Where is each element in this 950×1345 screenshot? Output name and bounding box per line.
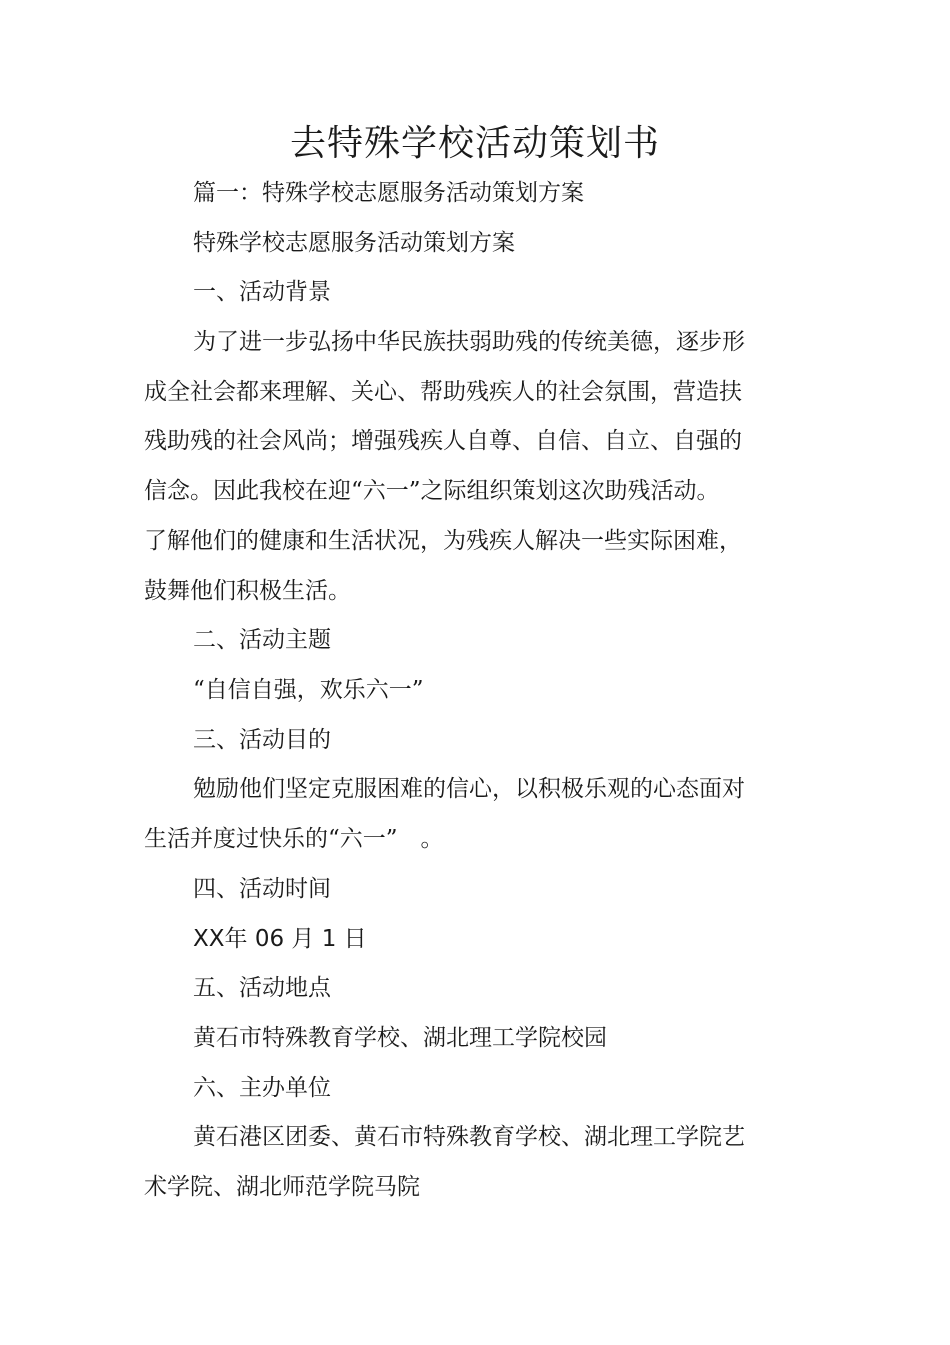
section-heading-location: 五、活动地点 (193, 975, 331, 1001)
section-heading-theme: 二、活动主题 (193, 627, 331, 653)
paragraph-line: 信念。因此我校在迎“六一”之际组织策划这次助残活动。 (144, 478, 720, 504)
paragraph-line: 为了进一步弘扬中华民族扶弱助残的传统美德，逐步形 (193, 329, 745, 355)
section-heading-organizers: 六、主办单位 (193, 1075, 331, 1101)
plan-title: 特殊学校志愿服务活动策划方案 (193, 230, 515, 256)
paragraph-line: 术学院、湖北师范学院马院 (144, 1174, 420, 1200)
section-heading-time: 四、活动时间 (193, 876, 331, 902)
paragraph-line: 成全社会都来理解、关心、帮助残疾人的社会氛围，营造扶 (144, 379, 742, 405)
paragraph-line: 残助残的社会风尚；增强残疾人自尊、自信、自立、自强的 (144, 428, 742, 454)
activity-date: XX年 06 月 1 日 (193, 926, 367, 952)
paragraph-line: 勉励他们坚定克服困难的信心，以积极乐观的心态面对 (193, 776, 745, 802)
paragraph-line: 鼓舞他们积极生活。 (144, 578, 351, 604)
section-heading-background: 一、活动背景 (193, 279, 331, 305)
document-subtitle: 篇一：特殊学校志愿服务活动策划方案 (193, 180, 584, 206)
paragraph-line: 了解他们的健康和生活状况，为残疾人解决一些实际困难， (144, 528, 742, 554)
paragraph-line: “自信自强，欢乐六一” (193, 677, 424, 703)
paragraph-line: 黄石港区团委、黄石市特殊教育学校、湖北理工学院艺 (193, 1124, 745, 1150)
paragraph-line: 黄石市特殊教育学校、湖北理工学院校园 (193, 1025, 607, 1051)
paragraph-line: 生活并度过快乐的“六一” 。 (144, 826, 444, 852)
document-title: 去特殊学校活动策划书 (289, 123, 660, 164)
section-heading-purpose: 三、活动目的 (193, 727, 331, 753)
